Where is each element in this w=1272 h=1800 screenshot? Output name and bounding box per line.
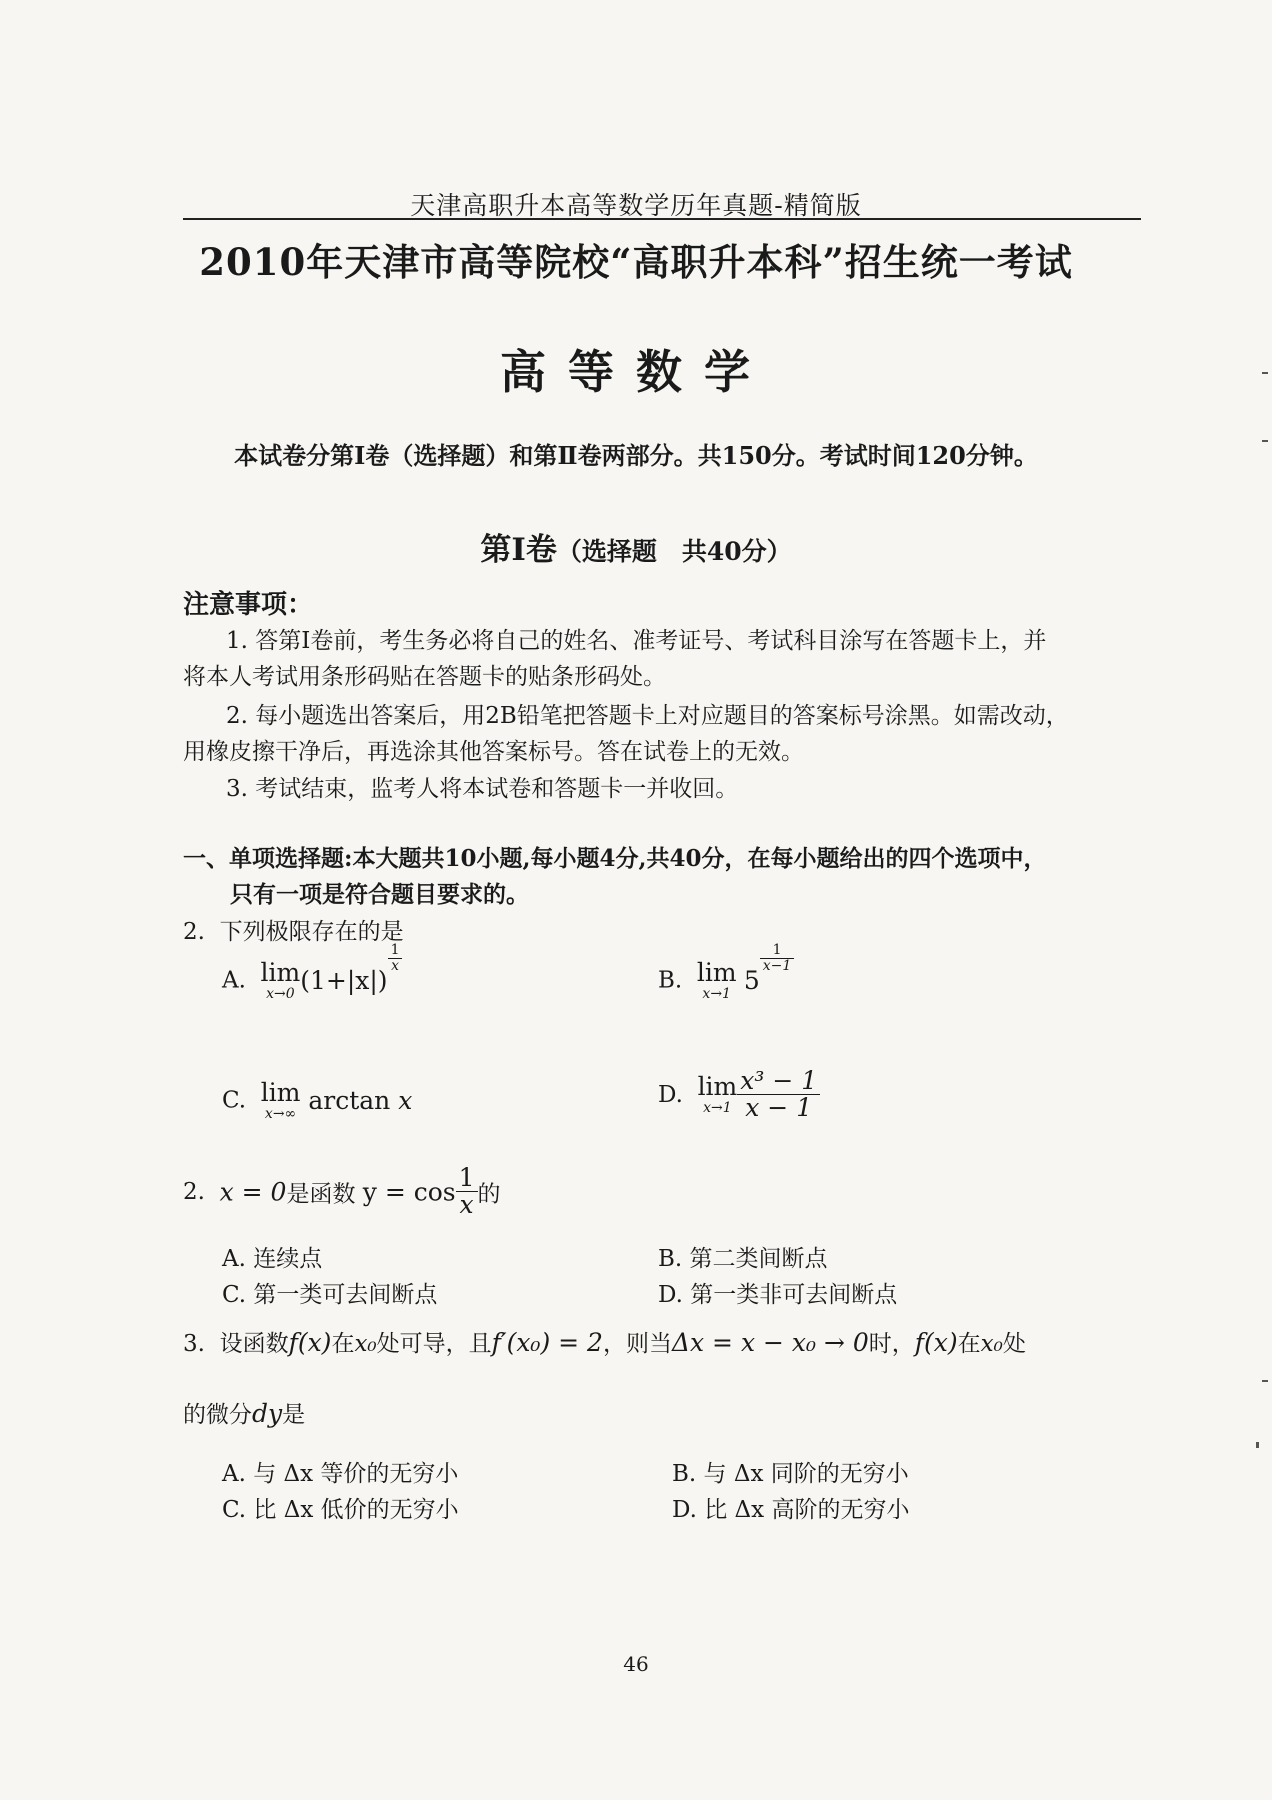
note-3: 3. 考试结束，监考人将本试卷和答题卡一并收回。 bbox=[226, 776, 739, 802]
note-2-line-1: 2. 每小题选出答案后，用2B铅笔把答题卡上对应题目的答案标号涂黑。如需改动， bbox=[226, 703, 1069, 729]
part-one-label: 第Ⅰ卷 bbox=[480, 532, 557, 568]
question-1-option-a: A. lim x→0 (1+|x|) $\frac{1}{x}$ bbox=[222, 960, 402, 1001]
question-3-option-b: B. 与 Δx 同阶的无穷小 bbox=[672, 1461, 909, 1487]
question-3-option-d: D. 比 Δx 高阶的无穷小 bbox=[672, 1497, 910, 1523]
exam-title: 2010年天津市高等院校“高职升本科”招生统一考试 bbox=[199, 240, 1073, 284]
notes-heading: 注意事项： bbox=[183, 590, 314, 620]
scan-mark bbox=[1256, 1442, 1259, 1448]
question-1-stem: 下列极限存在的是 bbox=[219, 919, 404, 945]
section-1-instructions-line-1: 一、单项选择题:本大题共10小题,每小题4分,共40分，在每小题给出的四个选项中， bbox=[183, 845, 1047, 872]
question-2-option-b: B. 第二类间断点 bbox=[658, 1246, 828, 1272]
option-a-label: A. bbox=[222, 967, 246, 994]
header-rule bbox=[183, 218, 1141, 220]
question-3-option-a: A. 与 Δx 等价的无穷小 bbox=[222, 1461, 459, 1487]
page-number: 46 bbox=[623, 1652, 649, 1676]
question-2-option-c: C. 第一类可去间断点 bbox=[222, 1282, 438, 1308]
scan-mark bbox=[1262, 372, 1268, 374]
question-1-option-b: B. lim x→1 5 $\frac{1}{x-1}$ bbox=[658, 960, 794, 1001]
part-one-subtitle: （选择题 共40分） bbox=[556, 537, 792, 566]
option-a-lim: lim x→0 bbox=[260, 958, 301, 1002]
question-2-number: 2. bbox=[183, 1178, 205, 1205]
question-1-option-c: C. lim x→∞ arctan x bbox=[222, 1078, 413, 1122]
exam-intro: 本试卷分第Ⅰ卷（选择题）和第Ⅱ卷两部分。共150分。考试时间120分钟。 bbox=[234, 441, 1038, 470]
question-3-line-1: 3. 设函数f(x)在x₀处可导，且f′(x₀) = 2，则当Δx = x − x₀ → 0时，f(x)在x₀处 bbox=[183, 1328, 1026, 1357]
part-one-title bbox=[0, 524, 1272, 569]
question-3-option-c: C. 比 Δx 低价的无穷小 bbox=[222, 1497, 459, 1523]
option-b-lim: lim x→1 bbox=[696, 958, 737, 1002]
section-1-instructions-line-2: 只有一项是符合题目要求的。 bbox=[230, 881, 529, 908]
question-1 bbox=[183, 913, 404, 946]
option-b-label: B. bbox=[658, 967, 683, 994]
option-d-lim: lim x→1 bbox=[697, 1072, 738, 1117]
question-2: 2. x = 0是函数 y = cos $\frac{1}{x}$ 的 bbox=[183, 1163, 501, 1220]
question-2-option-d: D. 第一类非可去间断点 bbox=[658, 1282, 898, 1308]
note-1-line-1: 1. 答第Ⅰ卷前，考生务必将自己的姓名、准考证号、考试科目涂写在答题卡上，并 bbox=[226, 628, 1047, 654]
option-c-label: C. bbox=[222, 1087, 247, 1114]
option-c-lim: lim x→∞ bbox=[260, 1078, 301, 1122]
scan-mark bbox=[1262, 440, 1268, 442]
question-3-number: 3. bbox=[183, 1331, 205, 1357]
option-d-fraction: $\frac{\text{x³ − 1}}{x - 1}$ bbox=[737, 1068, 820, 1122]
scan-mark bbox=[1262, 1380, 1268, 1382]
question-1-number: 2. bbox=[183, 919, 205, 945]
question-3-line-2: 的微分dy是 bbox=[183, 1399, 306, 1428]
note-2-line-2: 用橡皮擦干净后，再选涂其他答案标号。答在试卷上的无效。 bbox=[183, 739, 804, 765]
question-2-fraction: $\frac{1}{x}$ bbox=[456, 1165, 478, 1219]
note-1-line-2: 将本人考试用条形码贴在答题卡的贴条形码处。 bbox=[183, 664, 666, 690]
running-header: 天津高职升本高等数学历年真题-精简版 bbox=[410, 191, 862, 220]
option-d-label: D. bbox=[658, 1081, 683, 1108]
subject-title: 高等数学 bbox=[500, 345, 772, 399]
question-1-option-d bbox=[658, 1068, 820, 1122]
option-a-exponent: $\frac{1}{x}$ bbox=[388, 943, 403, 973]
question-2-option-a: A. 连续点 bbox=[222, 1246, 323, 1272]
option-b-exponent: $\frac{1}{x-1}$ bbox=[760, 943, 795, 973]
